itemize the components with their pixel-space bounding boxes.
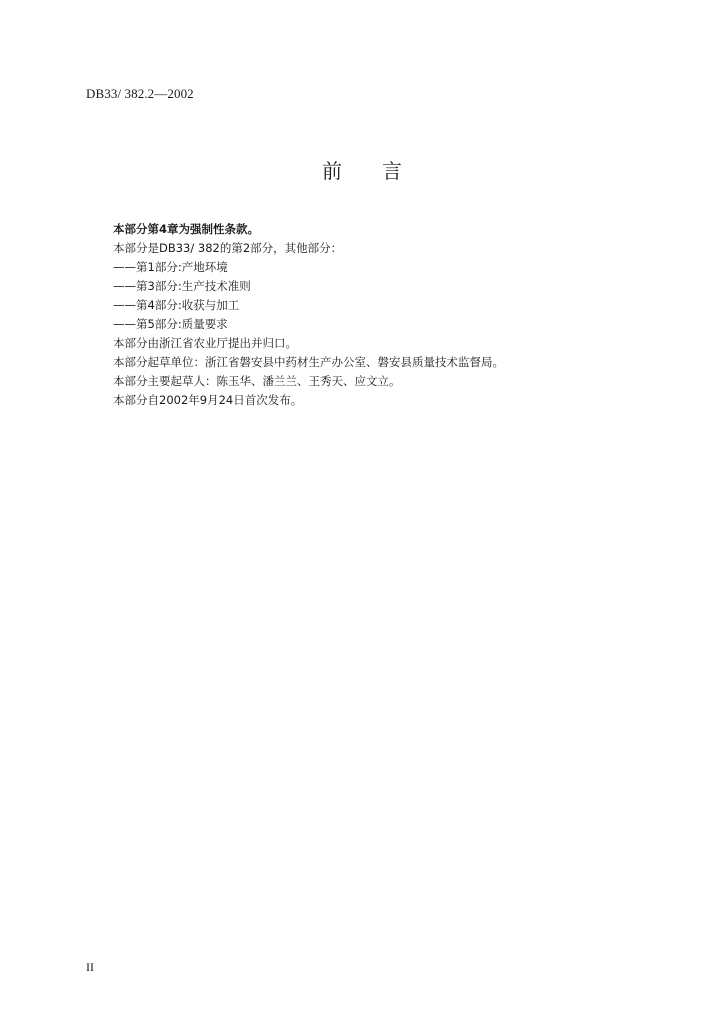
page-number: II — [86, 960, 94, 974]
title-char-1: 前 — [322, 159, 342, 183]
part-5-line: ——第5部分:质量要求 — [113, 317, 228, 331]
mandatory-clause-statement: 本部分第4章为强制性条款。 — [113, 222, 260, 236]
document-code: DB33/ 382.2—2002 — [86, 86, 194, 101]
title-char-2: 言 — [382, 159, 402, 183]
part-1-line: ——第1部分:产地环境 — [113, 260, 228, 274]
drafters-line: 本部分主要起草人：陈玉华、潘兰兰、王秀天、应文立。 — [113, 374, 401, 388]
foreword-body — [113, 220, 673, 410]
parts-intro-line: 本部分是DB33/ 382的第2部分，其他部分： — [113, 241, 343, 255]
part-4-line: ——第4部分:收获与加工 — [113, 298, 240, 312]
page-title — [0, 155, 724, 184]
part-3-line: ——第3部分:生产技术准则 — [113, 279, 251, 293]
drafting-units-line: 本部分起草单位：浙江省磐安县中药材生产办公室、磐安县质量技术监督局。 — [113, 355, 504, 369]
release-date-line: 本部分自2002年9月24日首次发布。 — [113, 393, 303, 407]
proposer-line: 本部分由浙江省农业厅提出并归口。 — [113, 336, 297, 350]
